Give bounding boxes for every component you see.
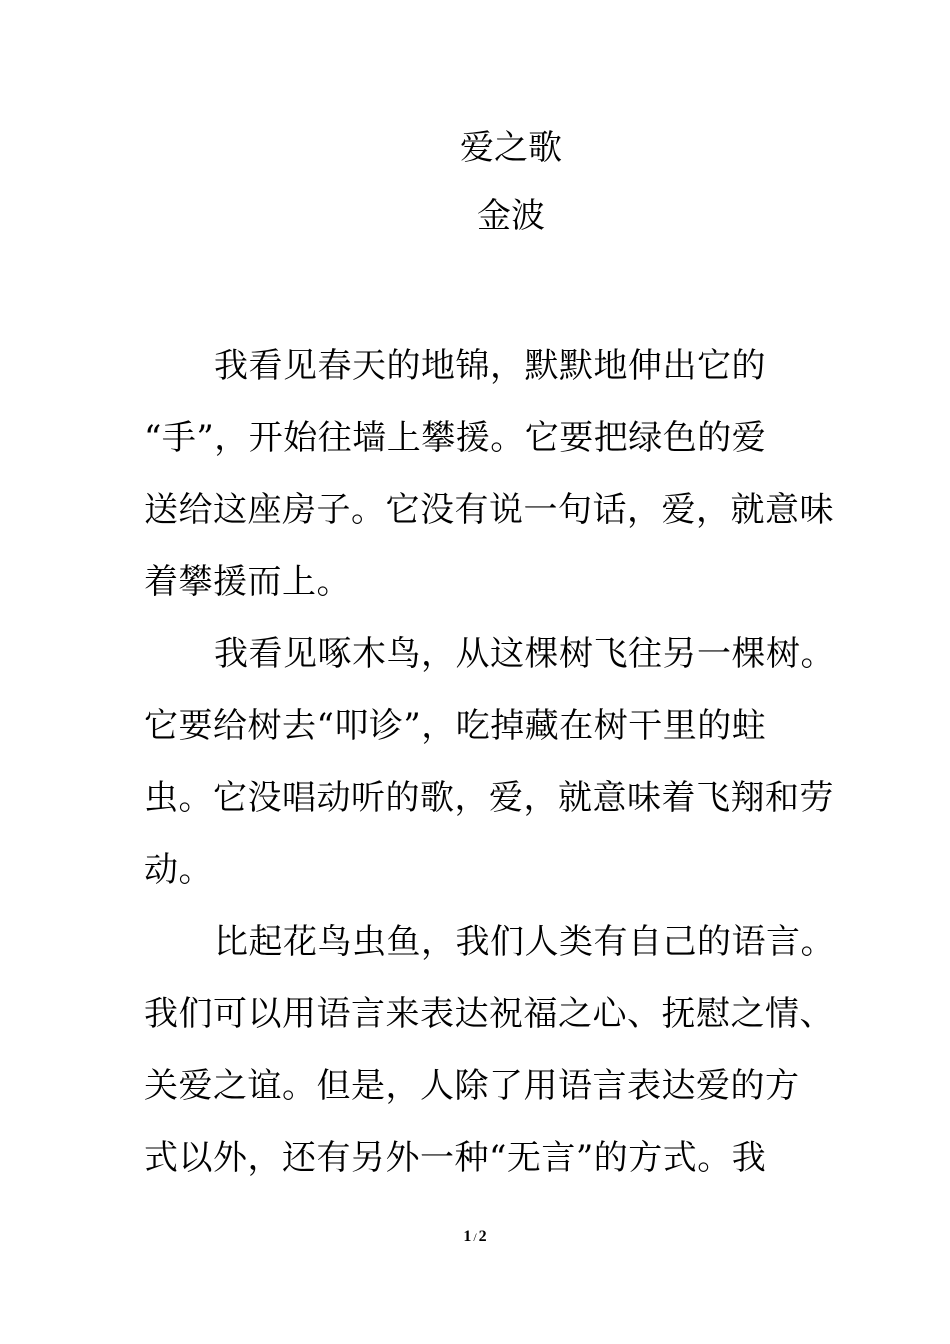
- paragraph-3-line-4: 式以外，还有另外一种“无言”的方式。我: [144, 1138, 767, 1178]
- paragraph-1-line-1: 我看见春天的地锦，默默地伸出它的: [214, 346, 766, 386]
- paragraph-3-line-2: 我们可以用语言来表达祝福之心、抚慰之情、: [144, 994, 834, 1034]
- document-body: [144, 330, 834, 1194]
- page-total: 2: [478, 1228, 487, 1245]
- paragraph-3-line-3: 关爱之谊。但是，人除了用语言表达爱的方: [144, 1066, 800, 1106]
- page-separator: /: [473, 1230, 477, 1244]
- paragraph-2-line-1: 我看见啄木鸟，从这棵树飞往另一棵树。: [214, 634, 835, 674]
- paragraph-2-line-4: 动。: [144, 850, 213, 890]
- paragraph-2-line-3: 虫。它没唱动听的歌，爱，就意味着飞翔和劳: [144, 778, 834, 818]
- paragraph-2-line-2: 它要给树去“叩诊”，吃掉藏在树干里的蛀: [144, 706, 767, 746]
- author-name: 金波: [477, 196, 545, 236]
- paragraph-3-line-1: 比起花鸟虫鱼，我们人类有自己的语言。: [214, 922, 835, 962]
- page-current: 1: [463, 1228, 472, 1245]
- paragraph-1-line-2: “手”，开始往墙上攀援。它要把绿色的爱: [144, 418, 767, 458]
- page-number: [0, 1228, 950, 1246]
- paragraph-1-line-4: 着攀援而上。: [144, 562, 351, 602]
- page-title: 爱之歌: [460, 128, 562, 168]
- paragraph-1-line-3: 送给这座房子。它没有说一句话，爱，就意味: [144, 490, 834, 530]
